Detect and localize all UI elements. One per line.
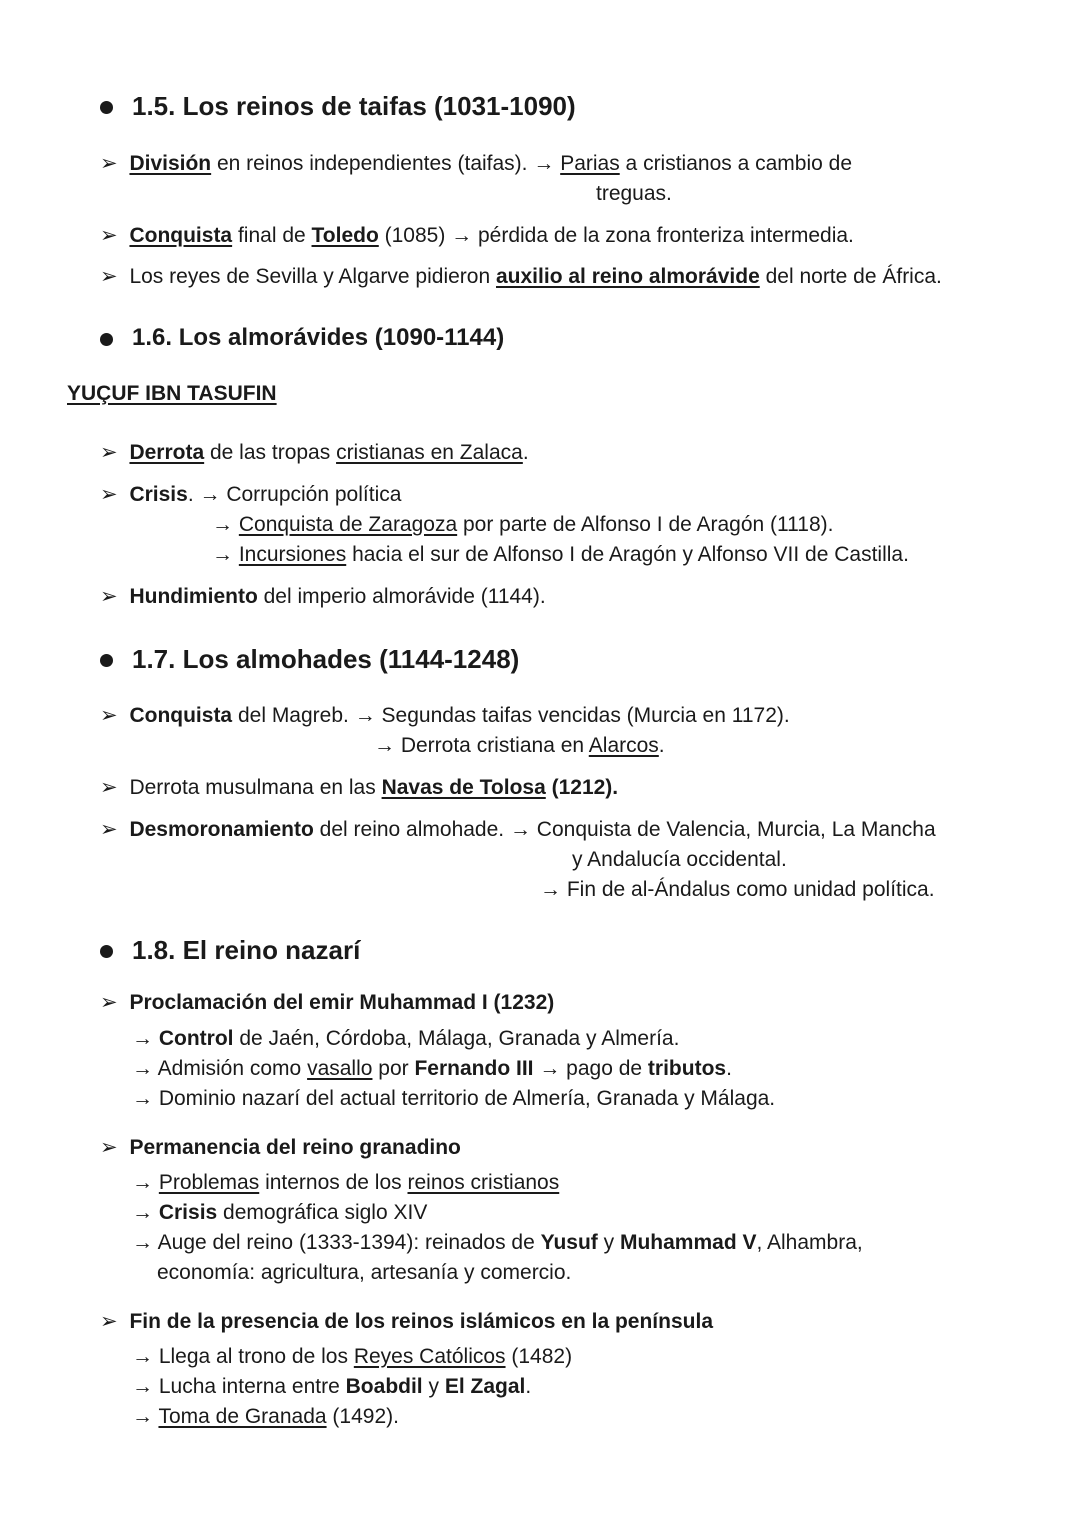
list-item-continuation: → Toma de Granada (1492).	[132, 1405, 399, 1428]
list-item: ➢ Derrota musulmana en las Navas de Tolosa (1212).	[100, 776, 619, 799]
section-bullet	[100, 945, 113, 958]
arrowhead-bullet-icon: ➢	[100, 704, 118, 727]
list-item-continuation: y Andalucía occidental.	[572, 848, 787, 871]
list-item-continuation: → Admisión como vasallo por Fernando III → pago de tributos.	[132, 1057, 732, 1080]
arrowhead-bullet-icon: ➢	[100, 585, 118, 608]
section-bullet	[100, 101, 113, 114]
list-item: ➢ Conquista del Magreb. → Segundas taifas vencidas (Murcia en 1172).	[100, 704, 790, 727]
list-item-continuation: → Crisis demográfica siglo XIV	[132, 1201, 428, 1224]
list-item-continuation: → Llega al trono de los Reyes Católicos (1482)	[132, 1345, 573, 1368]
list-item-continuation: economía: agricultura, artesanía y comercio.	[157, 1261, 572, 1284]
arrowhead-bullet-icon: ➢	[100, 818, 118, 841]
arrowhead-bullet-icon: ➢	[100, 776, 118, 799]
list-item-continuation: treguas.	[596, 182, 672, 205]
list-item-continuation: → Derrota cristiana en Alarcos.	[374, 734, 665, 757]
list-item-continuation: → Incursiones hacia el sur de Alfonso I de Aragón y Alfonso VII de Castilla.	[212, 543, 909, 566]
section-title-1-8: 1.8. El reino nazarí	[132, 935, 361, 965]
list-item-continuation: → Fin de al-Ándalus como unidad política.	[540, 878, 935, 901]
arrowhead-bullet-icon: ➢	[100, 1136, 118, 1159]
list-item-continuation: → Auge del reino (1333-1394): reinados de Yusuf y Muhammad V, Alhambra,	[132, 1231, 863, 1254]
arrowhead-bullet-icon: ➢	[100, 991, 118, 1014]
section-title-1-5: 1.5. Los reinos de taifas (1031-1090)	[132, 91, 576, 121]
arrowhead-bullet-icon: ➢	[100, 483, 118, 506]
list-item: ➢ Los reyes de Sevilla y Algarve pidieron auxilio al reino almorávide del norte de África.	[100, 265, 942, 288]
list-item: ➢ Conquista final de Toledo (1085) → pérdida de la zona fronteriza intermedia.	[100, 224, 854, 247]
arrowhead-bullet-icon: ➢	[100, 224, 118, 247]
list-item-continuation: → Conquista de Zaragoza por parte de Alfonso I de Aragón (1118).	[212, 513, 834, 536]
arrowhead-bullet-icon: ➢	[100, 265, 118, 288]
list-item: ➢ Proclamación del emir Muhammad I (1232)	[100, 991, 555, 1014]
list-item: ➢ Permanencia del reino granadino	[100, 1136, 461, 1159]
list-item: ➢ Crisis. → Corrupción política	[100, 483, 402, 506]
list-item: ➢ División en reinos independientes (taifas). → Parias a cristianos a cambio de	[100, 152, 853, 175]
section-title-1-6: 1.6. Los almorávides (1090-1144)	[132, 324, 505, 351]
list-item-continuation: → Dominio nazarí del actual territorio de Almería, Granada y Málaga.	[132, 1087, 776, 1110]
arrowhead-bullet-icon: ➢	[100, 1310, 118, 1333]
list-item: ➢ Desmoronamiento del reino almohade. → Conquista de Valencia, Murcia, La Mancha	[100, 818, 936, 841]
section-bullet	[100, 654, 113, 667]
section-title-1-7: 1.7. Los almohades (1144-1248)	[132, 644, 520, 674]
list-item-continuation: → Problemas internos de los reinos cristianos	[132, 1171, 560, 1194]
list-item-continuation: → Lucha interna entre Boabdil y El Zagal.	[132, 1375, 532, 1398]
list-item: ➢ Hundimiento del imperio almorávide (1144).	[100, 585, 546, 608]
list-item: ➢ Derrota de las tropas cristianas en Zalaca.	[100, 441, 529, 464]
section-bullet	[100, 333, 113, 346]
list-item-continuation: → Control de Jaén, Córdoba, Málaga, Granada y Almería.	[132, 1027, 680, 1050]
arrowhead-bullet-icon: ➢	[100, 441, 118, 464]
subheading: YUÇUF IBN TASUFIN	[67, 382, 277, 405]
arrowhead-bullet-icon: ➢	[100, 152, 118, 175]
list-item: ➢ Fin de la presencia de los reinos islámicos en la península	[100, 1310, 713, 1333]
